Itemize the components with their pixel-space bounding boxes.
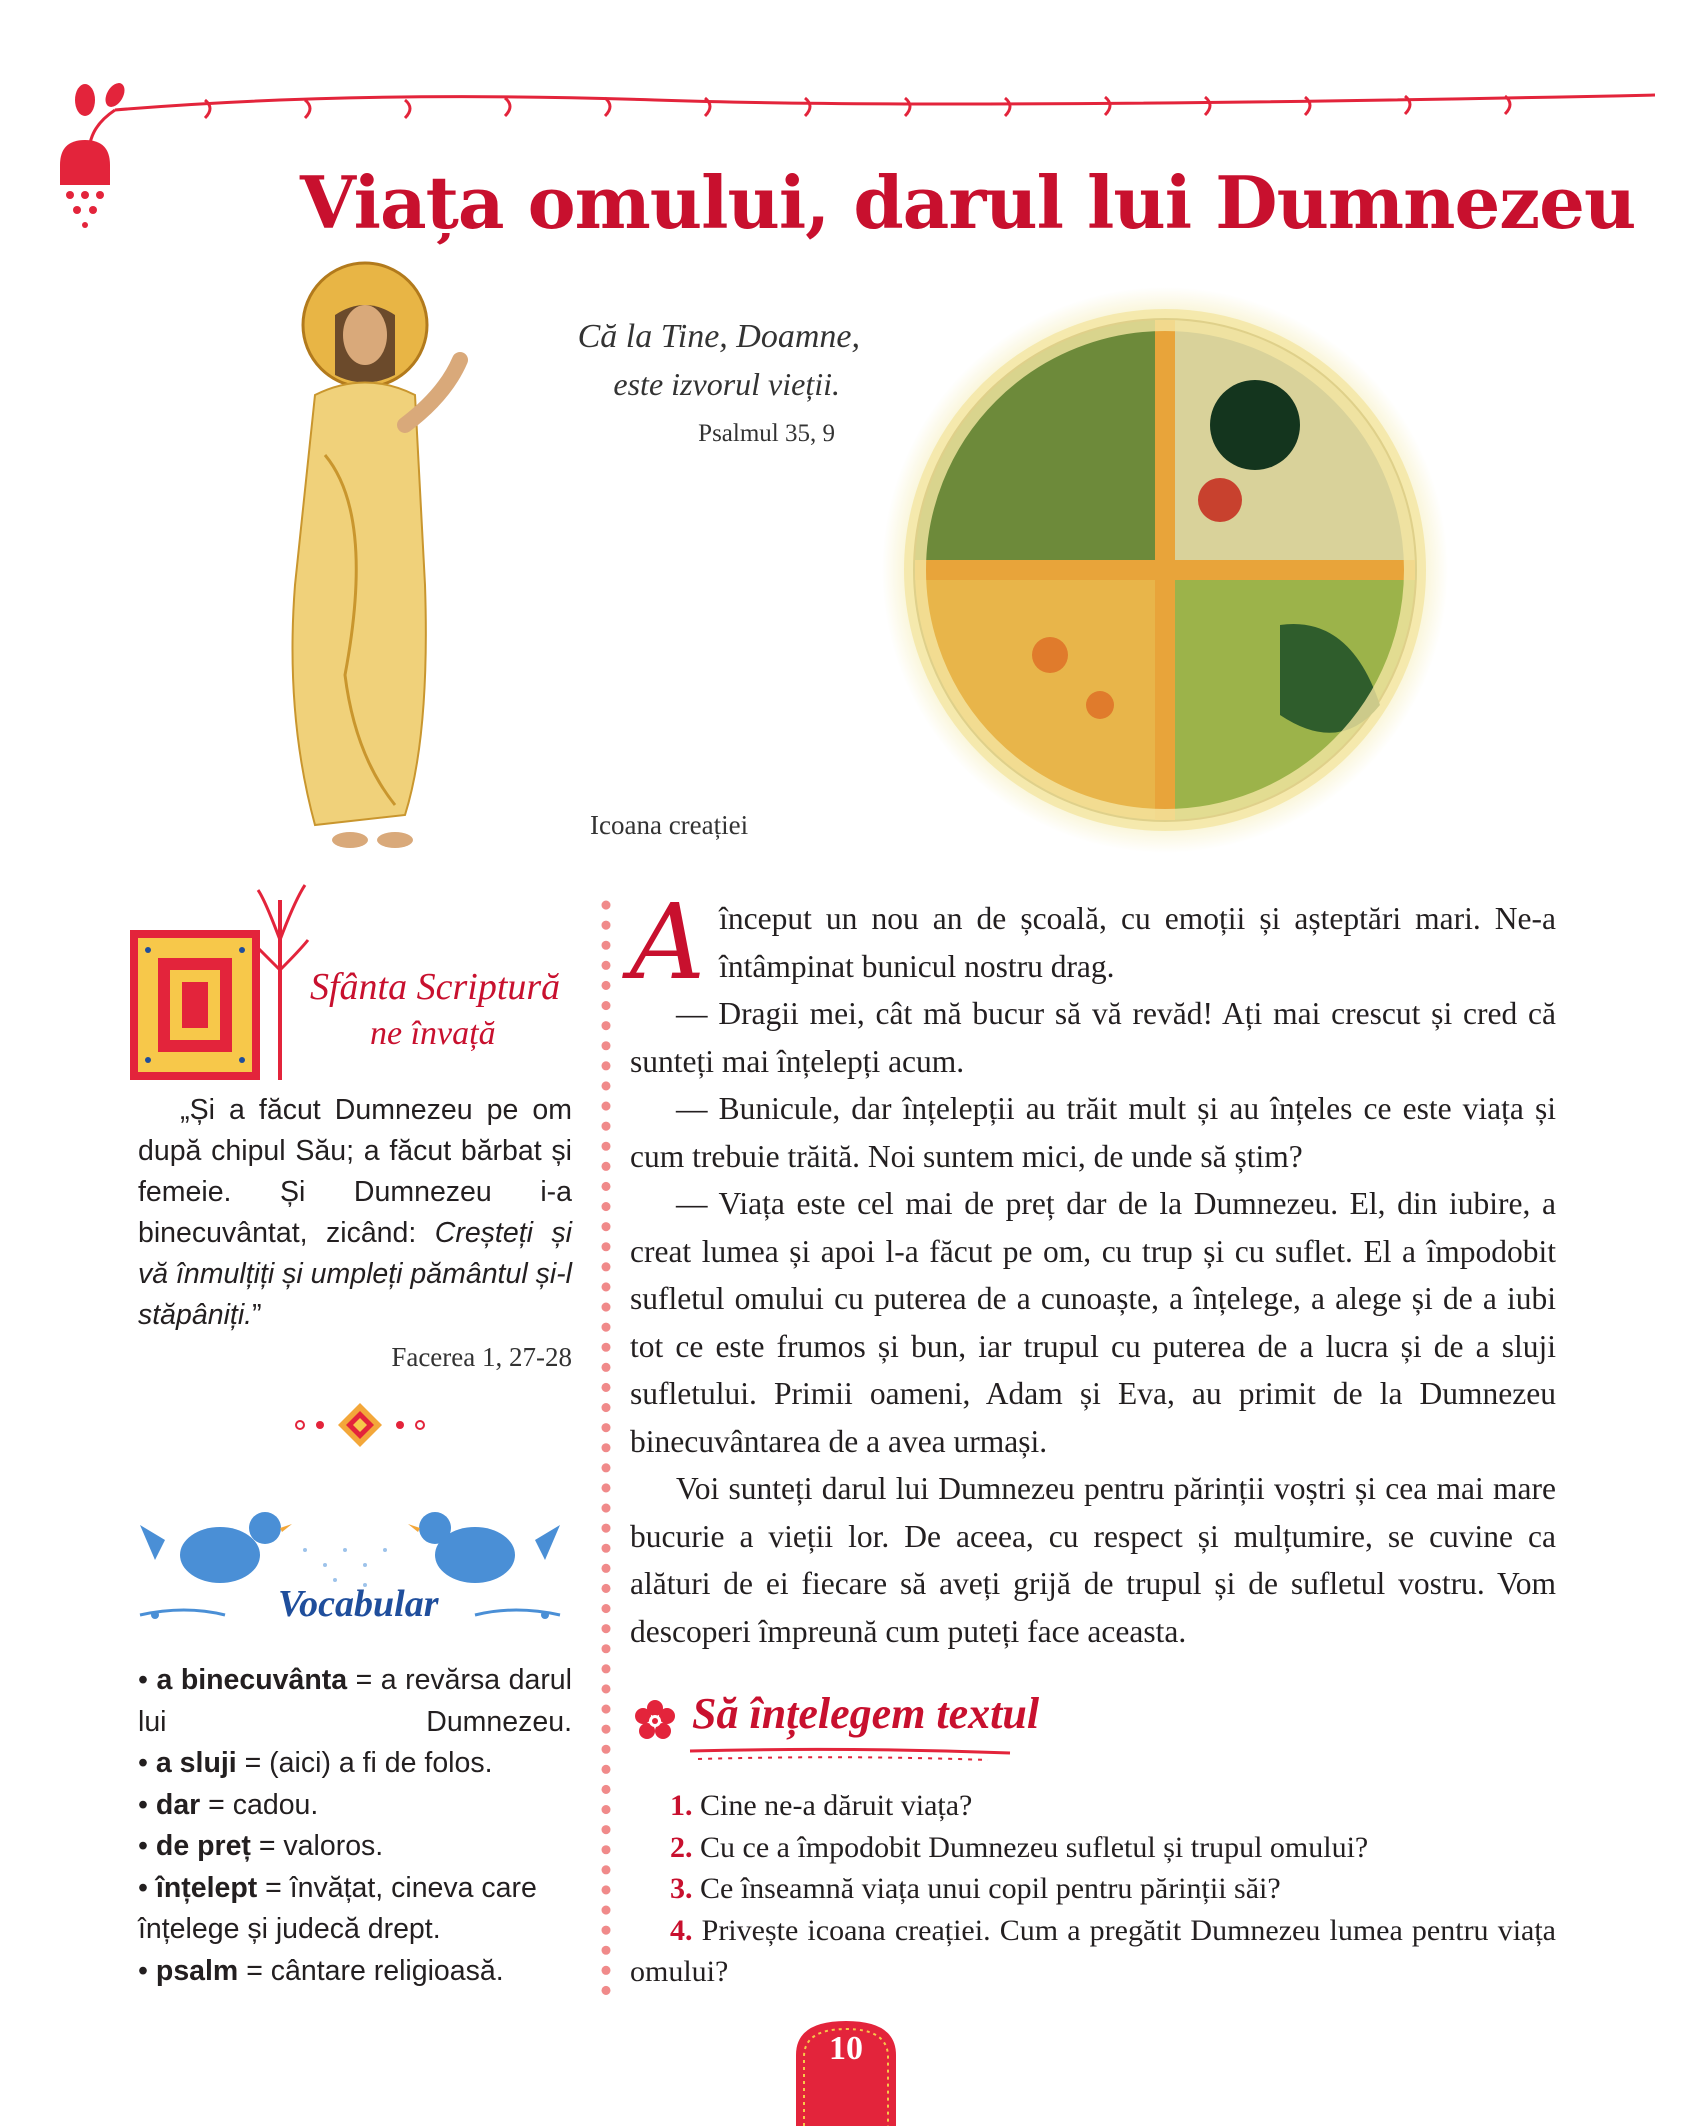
question-text: Ce înseamnă viața unui copil pentru părinții săi?	[692, 1872, 1281, 1905]
story-paragraph: Voi sunteți darul lui Dumnezeu pentru părinții voștri și cea mai mare bucurie a vieții lor. De aceea, cu respect și mulțumire, se cuvine ca alături de ei fiecare să aveți grijă de trupul și de sufletul vostru. Vom descoperi împreună cum puteți face aceasta.	[630, 1471, 1556, 1649]
question-item	[630, 1868, 1556, 1910]
question-number: 3.	[670, 1872, 693, 1905]
scripture-badge-icon	[130, 880, 310, 1090]
vocab-item: • a binecuvânta = a revărsa darul lui Dumnezeu.	[138, 1664, 572, 1738]
vocab-item: • psalm = cântare religioasă.	[138, 1954, 504, 1987]
vocab-term: de preț	[155, 1830, 251, 1862]
vocab-item: • înțelept = învățat, cineva care înțelege și judecă drept.	[138, 1871, 537, 1945]
vocab-definition: = valoros.	[250, 1830, 384, 1862]
page-title: Viața omului, darul lui Dumnezeu	[300, 160, 1636, 245]
drop-cap: A	[630, 881, 706, 1003]
bible-quote	[138, 1090, 572, 1336]
bible-quote-text: „Și a făcut Dumnezeu pe om după chipul Său; a făcut bărbat și femeie. Și Dumnezeu i-a binecuvântat, zicând:	[138, 1094, 572, 1249]
story-paragraph: — Viața este cel mai de preț dar de la Dumnezeu. El, din iubire, a creat lumea și apoi l-a făcut pe om, cu trup și cu suflet. El a împodobit sufletul omului cu puterea de a cunoaște, a înțelege, a alege și de a iubi tot ce este frumos și bun, iar trupul cu puterea de a lucra și de a sluji sufletului. Primii oameni, Adam și Eva, au primit de la Dumnezeu binecuvântarea de a avea urmași.	[630, 1186, 1556, 1459]
vocab-definition: = cadou.	[200, 1788, 319, 1821]
christ-figure	[255, 255, 480, 855]
question-number: 4.	[670, 1913, 693, 1947]
bible-quote-italic: Creșteți și vă înmulțiți și umpleți pământul și-l stăpâniți.	[138, 1217, 572, 1331]
story-paragraph-text: început un nou an de școală, cu emoții și așteptări mari. Ne-a întâmpinat bunicul nostru drag.	[719, 901, 1556, 984]
vocab-term: înțelept	[155, 1871, 258, 1904]
question-text: Cine ne-a dăruit viața?	[692, 1789, 973, 1822]
story-text	[630, 881, 1556, 1655]
vocab-term: a binecuvânta	[156, 1664, 348, 1696]
vocab-definition: = (aici) a fi de folos.	[236, 1747, 493, 1779]
psalm-reference: Psalmul 35, 9	[698, 420, 835, 447]
vocabulary-heading: Vocabular	[278, 1583, 439, 1625]
question-text: Privește icoana creației. Cum a pregătit Dumnezeu lumea pentru viața omului?	[630, 1913, 1556, 1988]
vocab-term: dar	[155, 1788, 201, 1821]
question-number: 2.	[670, 1830, 693, 1864]
vocab-item: • de preț = valoros.	[138, 1830, 384, 1862]
vocab-definition: = a revărsa darul lui Dumnezeu.	[138, 1664, 572, 1738]
heading-underline	[688, 1745, 1013, 1763]
vocab-term: psalm	[155, 1954, 239, 1987]
vocab-definition: = învățat, cineva care înțelege și judecă drept.	[138, 1871, 537, 1945]
question-text: Cu ce a împodobit Dumnezeu sufletul și trupul omului?	[692, 1830, 1369, 1864]
diamond-ornament	[290, 1400, 430, 1450]
psalm-quote-line1: Că la Tine, Doamne,	[577, 318, 860, 355]
story-paragraph: — Bunicule, dar înțelepții au trăit mult și au înțeles ce este viața și cum trebuie trăită. Noi suntem mici, de unde să știm?	[630, 1091, 1556, 1174]
question-number: 1.	[670, 1789, 693, 1822]
bible-quote-close: ”	[252, 1299, 262, 1331]
vocab-term: a sluji	[155, 1747, 237, 1779]
bible-reference: Facerea 1, 27-28	[391, 1342, 572, 1372]
dotted-separator	[600, 900, 612, 2000]
story-paragraph	[630, 881, 1556, 1003]
vocab-item: • a sluji = (aici) a fi de folos.	[138, 1747, 493, 1779]
icon-caption: Icoana creației	[590, 810, 749, 840]
creation-icon	[880, 285, 1450, 855]
page-number: 10	[829, 2030, 863, 2067]
questions-list	[630, 1785, 1556, 1993]
flower-icon	[634, 1700, 676, 1742]
psalm-quote-line2: este izvorul vieții.	[613, 366, 840, 402]
story-paragraph: — Dragii mei, cât mă bucur să vă revăd! Ați mai crescut și cred că sunteți mai înțelepți acum.	[630, 996, 1556, 1079]
question-item	[630, 1785, 1556, 1827]
scripture-heading: Sfânta Scriptură	[310, 966, 561, 1008]
understanding-heading: Să înțelegem textul	[692, 1689, 1040, 1738]
vocabulary-list	[138, 1660, 572, 1992]
question-item	[630, 1910, 1556, 1993]
vocab-definition: = cântare religioasă.	[238, 1954, 504, 1987]
scripture-subheading: ne învață	[370, 1015, 496, 1052]
vocab-item: • dar = cadou.	[138, 1788, 319, 1821]
question-item	[630, 1827, 1556, 1869]
